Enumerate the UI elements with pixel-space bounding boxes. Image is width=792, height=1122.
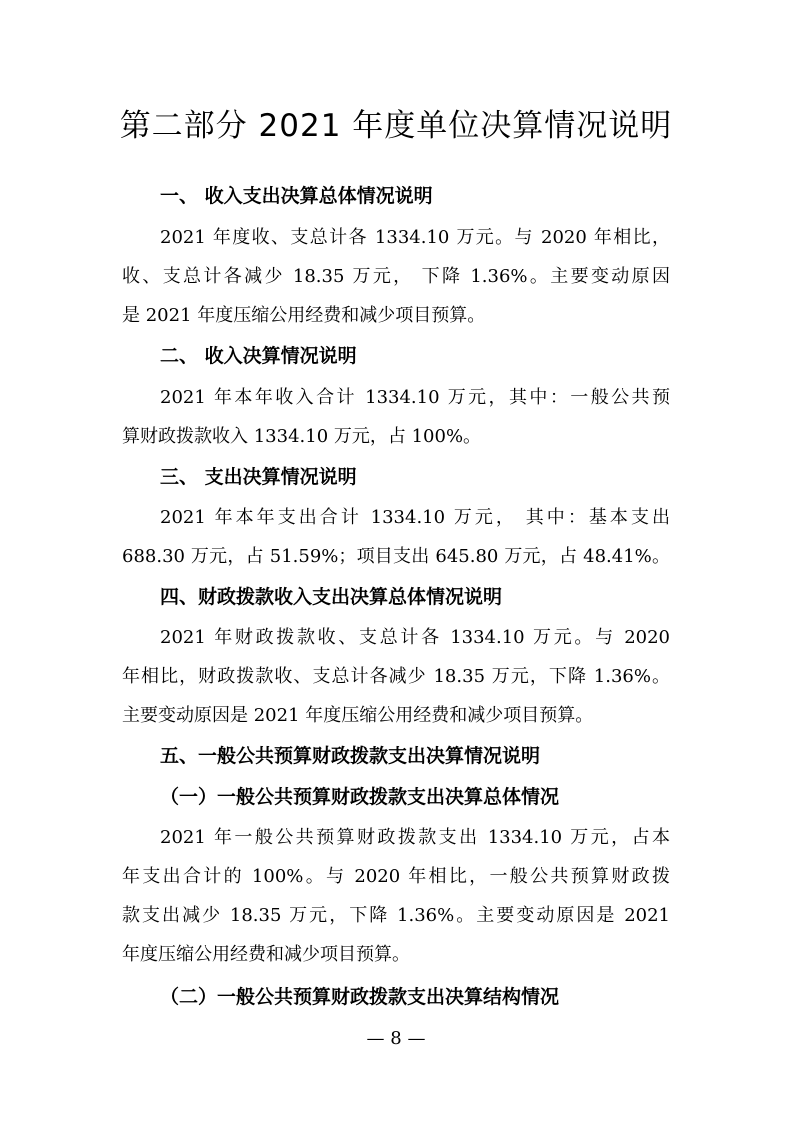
paragraph-line: 2021 年本年支出合计 1334.10 万元， 其中：基本支出 — [160, 507, 670, 528]
paragraph-line: 是 2021 年度压缩公用经费和减少项目预算。 — [122, 305, 486, 326]
section-heading-4: 四、财政拨款收入支出决算总体情况说明 — [160, 586, 503, 608]
subsection-heading-2: （二）一般公共预算财政拨款支出决算结构情况 — [160, 986, 560, 1008]
paragraph-line: 2021 年本年收入合计 1334.10 万元，其中：一般公共预 — [160, 387, 670, 408]
paragraph-line: 主要变动原因是 2021 年度压缩公用经费和减少项目预算。 — [122, 705, 594, 726]
page-title: 第二部分 2021 年度单位决算情况说明 — [119, 108, 673, 144]
section-heading-5: 五、一般公共预算财政拨款支出决算情况说明 — [160, 745, 541, 767]
page-number: — 8 — — [366, 1028, 426, 1049]
paragraph-line: 算财政拨款收入 1334.10 万元，占 100%。 — [122, 426, 482, 447]
paragraph-line: 2021 年度收、支总计各 1334.10 万元。与 2020 年相比， — [160, 227, 670, 248]
paragraph-line: 年支出合计的 100%。与 2020 年相比，一般公共预算财政拨 — [122, 866, 670, 887]
section-heading-1: 一、 收入支出决算总体情况说明 — [160, 185, 433, 207]
paragraph-line: 款支出减少 18.35 万元，下降 1.36%。主要变动原因是 2021 — [122, 905, 670, 926]
paragraph-line: 688.30 万元，占 51.59%；项目支出 645.80 万元，占 48.41%。 — [122, 546, 670, 567]
paragraph-line: 2021 年一般公共预算财政拨款支出 1334.10 万元，占本 — [160, 827, 670, 848]
section-heading-3: 三、 支出决算情况说明 — [160, 466, 357, 488]
paragraph-line: 年相比，财政拨款收、支总计各减少 18.35 万元，下降 1.36%。 — [122, 666, 670, 687]
section-heading-2: 二、 收入决算情况说明 — [160, 345, 357, 367]
paragraph-line: 2021 年财政拨款收、支总计各 1334.10 万元。与 2020 — [160, 627, 670, 648]
paragraph-line: 收、支总计各减少 18.35 万元， 下降 1.36%。主要变动原因 — [122, 266, 670, 287]
subsection-heading-1: （一）一般公共预算财政拨款支出决算总体情况 — [160, 786, 560, 808]
paragraph-line: 年度压缩公用经费和减少项目预算。 — [122, 944, 410, 965]
